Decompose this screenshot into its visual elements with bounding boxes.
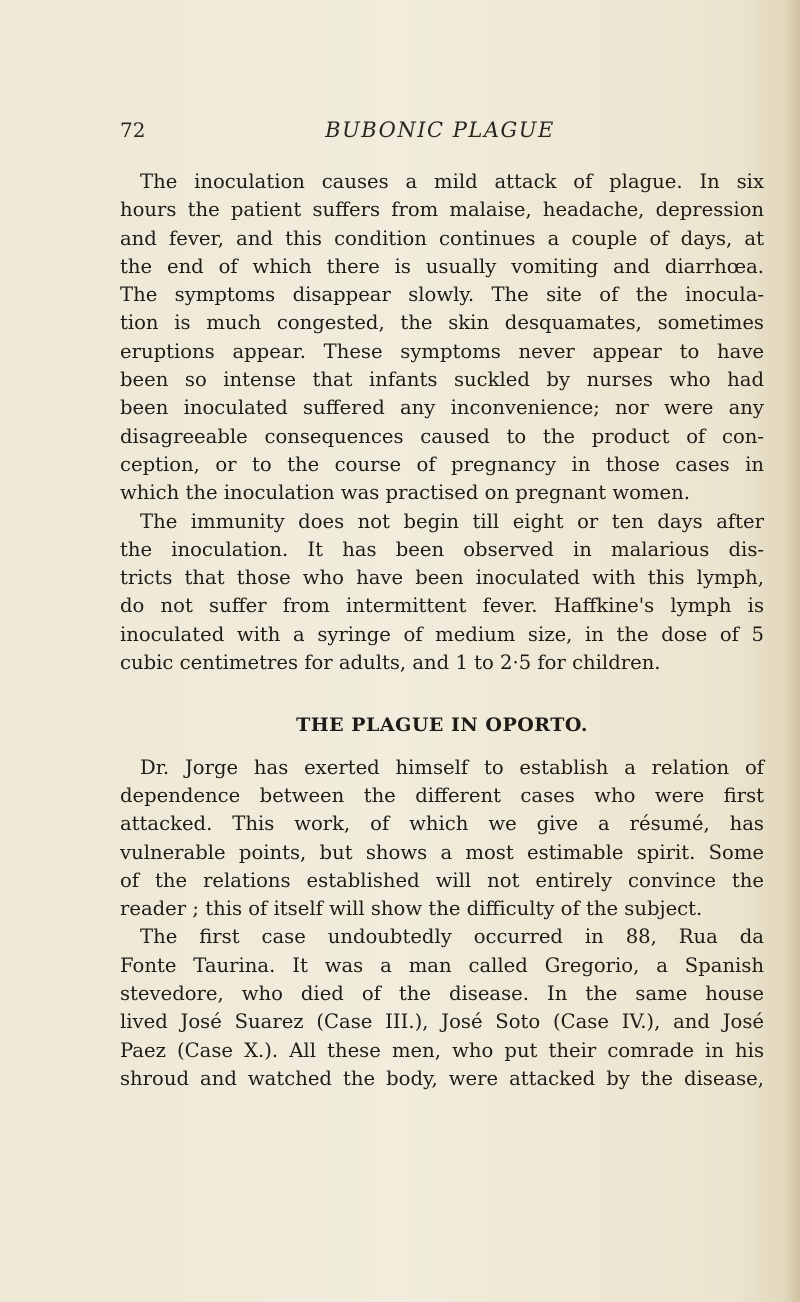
text-line: inoculated with a syringe of medium size, in the dose of 5 bbox=[120, 622, 764, 646]
text-line: eruptions appear. These symptoms never appear to have bbox=[120, 339, 764, 363]
text-line: attacked. This work, of which we give a résumé, has bbox=[120, 812, 764, 836]
text-line: tricts that those who have been inoculated with this lymph, bbox=[120, 566, 764, 590]
text-line: The inoculation causes a mild attack of plague. In six bbox=[140, 170, 764, 193]
text-line: shroud and watched the body, were attacked by the disease, bbox=[120, 1066, 764, 1090]
text-line: do not suffer from intermittent fever. Haffkine's lymph is bbox=[120, 594, 764, 618]
text-line: The immunity does not begin till eight or ten days after bbox=[140, 509, 764, 533]
text-line: reader ; this of itself will show the difficulty of the subject. bbox=[120, 897, 703, 921]
text-line: hours the patient suffers from malaise, headache, depression bbox=[120, 198, 764, 222]
text-line: stevedore, who died of the disease. In the same house bbox=[120, 982, 764, 1006]
text-line: The first case undoubtedly occurred in 88, Rua da bbox=[140, 925, 764, 949]
text-line: and fever, and this condition continues a couple of days, at bbox=[120, 226, 764, 250]
text-line: the inoculation. It has been observed in malarious dis- bbox=[120, 537, 764, 561]
text-line: Fonte Taurina. It was a man called Gregorio, a Spanish bbox=[120, 953, 764, 977]
text-line: the end of which there is usually vomiting and diarrhœa. bbox=[120, 254, 764, 278]
text-line: of the relations established will not entirely convince the bbox=[120, 868, 764, 892]
paragraph-immunity bbox=[120, 508, 764, 678]
text-line: which the inoculation was practised on pregnant women. bbox=[120, 481, 690, 505]
text-line: ception, or to the course of pregnancy in those cases in bbox=[120, 452, 764, 476]
text-line: been inoculated suffered any inconvenience; nor were any bbox=[120, 396, 764, 420]
running-title: BUBONIC PLAGUE bbox=[325, 118, 555, 142]
section-heading: THE PLAGUE IN OPORTO. bbox=[296, 714, 588, 737]
page-header bbox=[120, 118, 760, 144]
text-line: The symptoms disappear slowly. The site of the inocula- bbox=[120, 283, 764, 307]
text-line: disagreeable consequences caused to the product of con- bbox=[120, 424, 764, 448]
text-line: cubic centimetres for adults, and 1 to 2·5 for children. bbox=[120, 651, 661, 675]
text-line: vulnerable points, but shows a most estimable spirit. Some bbox=[120, 840, 764, 864]
paragraph-first-case bbox=[120, 923, 764, 1093]
text-line: lived José Suarez (Case III.), José Soto (Case IV.), and José bbox=[120, 1010, 764, 1034]
text-line: dependence between the different cases who were first bbox=[120, 783, 764, 807]
body-text bbox=[120, 168, 764, 1093]
text-line: been so intense that infants suckled by nurses who had bbox=[120, 368, 764, 392]
paragraph-inoculation-effects bbox=[120, 168, 764, 508]
page-number: 72 bbox=[120, 118, 146, 142]
text-line: Dr. Jorge has exerted himself to establish a relation of bbox=[140, 755, 764, 779]
text-line: tion is much congested, the skin desquamates, sometimes bbox=[120, 311, 764, 335]
text-line: Paez (Case X.). All these men, who put their comrade in his bbox=[120, 1038, 764, 1062]
paragraph-dr-jorge bbox=[120, 754, 764, 924]
